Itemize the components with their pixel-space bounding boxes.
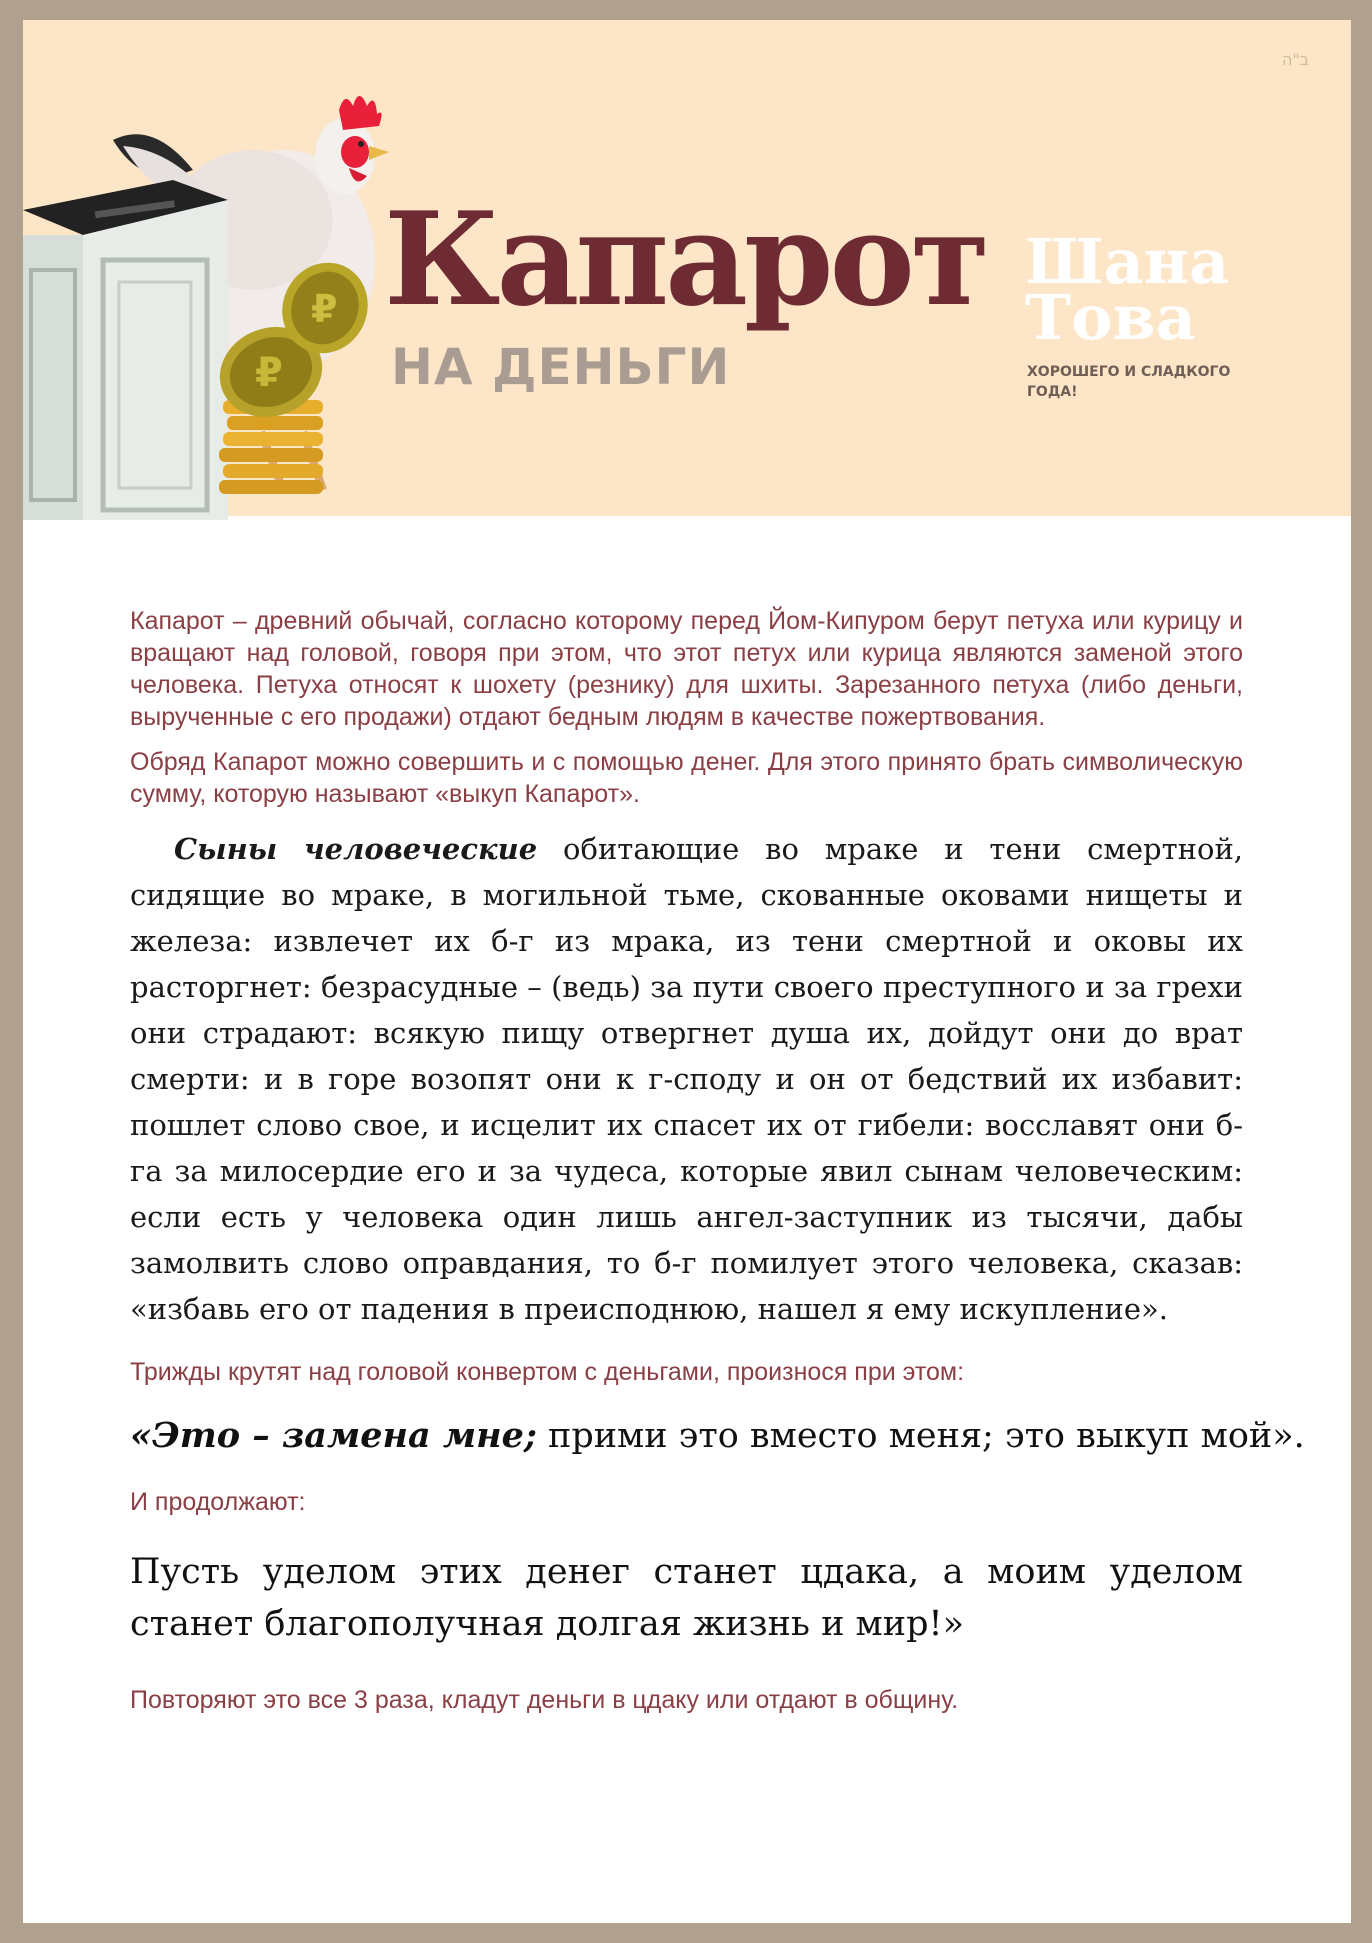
svg-text:₽: ₽ — [311, 287, 338, 331]
intro-paragraph-1: Капарот – древний обычай, согласно которому перед Йом-Кипуром берут петуха или курицу и вращают над головой, говоря при этом, что этот петух или курица являются заменой этого человека. Петуха относят к шохету (резнику) для шхиты. Зарезанного петуха (либо деньги, вырученные с его продажи) отдают бедным людям в качестве пожертвования. — [130, 607, 1243, 731]
intro-paragraph-2: Обряд Капарот можно совершить и с помощью денег. Для этого принято брать символическую сумму, которую называют «выкуп Капарот». — [130, 748, 1243, 808]
psalm-paragraph — [130, 826, 1243, 1332]
formula-italic: «Это – замена мне; — [130, 1415, 537, 1456]
instruction-1: Трижды крутят над головой конвертом с деньгами, произнося при этом: — [130, 1358, 965, 1386]
illustration — [23, 60, 393, 520]
tzedakah-box-icon — [23, 180, 228, 520]
greeting-line-2: Това — [1025, 281, 1196, 354]
formula — [130, 1414, 1305, 1458]
closing-instruction: Повторяют это все 3 раза, кладут деньги в цдаку или отдают в общину. — [130, 1686, 959, 1714]
main-content — [130, 605, 1305, 1716]
page-subtitle: НА ДЕНЬГИ — [391, 338, 731, 396]
header-banner — [23, 20, 1351, 516]
greeting-title — [1025, 225, 1230, 354]
bh-mark: ב"ה — [1281, 50, 1309, 69]
wish-paragraph: Пусть уделом этих денег станет цдака, а моим уделом станет благополучная долгая жизнь и мир!» — [130, 1552, 1243, 1644]
page-title: Капарот — [384, 185, 987, 335]
svg-text:₽: ₽ — [255, 350, 283, 396]
greeting-subtitle: ХОРОШЕГО И СЛАДКОГО ГОДА! — [1027, 364, 1231, 400]
page — [23, 20, 1351, 1923]
psalm-text: обитающие во мраке и тени смертной, сидящие во мраке, в могильной тьме, скованные оковами нищеты и железа: извлечет их б-г из мрака, из тени смертной и оковы их расторгнет: безрасудные – (ведь) за пути своего преступного и за грехи они страдают: всякую пищу отвергнет душа их, дойдут они до врат смерти: и в горе возопят они к г-споду и он от бедствий их избавит: пошлет слово свое, и исцелит их спасет их от гибели: восславят они б-га за милосердие его и за чудеса, которые явил сынам человеческим: если есть у человека один лишь ангел-заступник из тысячи, дабы замолвить слово оправдания, то б-г помилует этого человека, сказав: «избавь его от падения в преисподнюю, нашел я ему искупление». — [130, 832, 1244, 1326]
psalm-lead: Сыны человеческие — [174, 832, 538, 866]
greeting-line-1: Шана — [1025, 225, 1230, 298]
instruction-2: И продолжают: — [130, 1488, 306, 1516]
formula-rest: прими это вместо меня; это выкуп мой». — [536, 1416, 1305, 1456]
